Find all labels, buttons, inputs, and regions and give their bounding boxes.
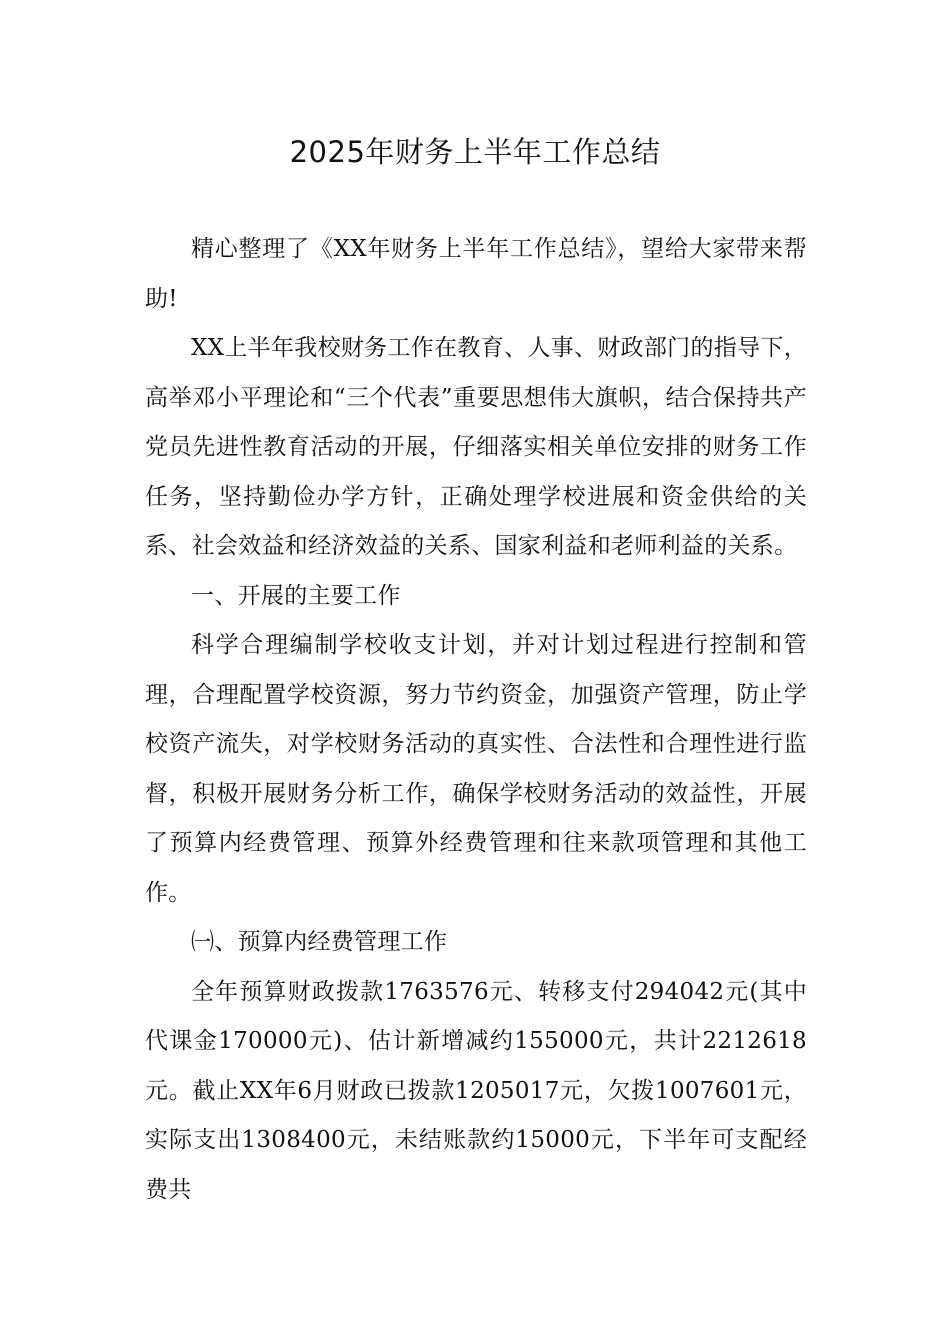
budget-paragraph: 全年预算财政拨款1763576元、转移支付294042元(其中代课金170000元)、估计新增减约155000元，共计2212618元。截止XX年6月财政已拨款1205017元，欠拨1007601元，实际支出1308400元，未结账款约15000元，下半年可支配经费共 xyxy=(145,978,807,1203)
overview-paragraph: XX上半年我校财务工作在教育、人事、财政部门的指导下，高举邓小平理论和“三个代表”重要思想伟大旗帜，结合保持共产党员先进性教育活动的开展，仔细落实相关单位安排的财务工作任务，坚持勤俭办学方针，正确处理学校进展和资金供给的关系、社会效益和经济效益的关系、国家利益和老师利益的关系。 xyxy=(145,335,807,559)
subsection-heading-budget: ㈠、预算内经费管理工作 xyxy=(191,929,448,955)
main-work-paragraph: 科学合理编制学校收支计划，并对计划过程进行控制和管理，合理配置学校资源，努力节约资金，加强资产管理，防止学校资产流失，对学校财务活动的真实性、合法性和合理性进行监督，积极开展财务分析工作，确保学校财务活动的效益性，开展了预算内经费管理、预算外经费管理和往来款项管理和其他工作。 xyxy=(145,632,807,906)
intro-paragraph: 精心整理了《XX年财务上半年工作总结》，望给大家带来帮助! xyxy=(145,236,807,312)
document-title: 2025年财务上半年工作总结 xyxy=(289,135,661,169)
section-heading-main-work: 一、开展的主要工作 xyxy=(191,582,401,609)
document-body xyxy=(145,225,807,1215)
